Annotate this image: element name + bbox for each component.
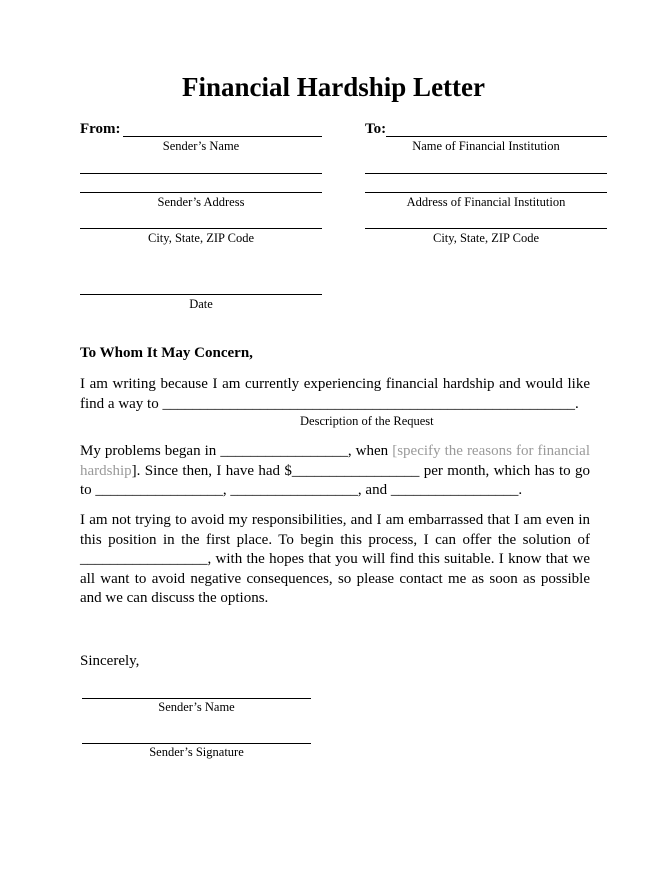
institution-city-caption: City, State, ZIP Code — [432, 231, 539, 245]
sender-address-line-2[interactable] — [80, 192, 322, 193]
institution-address-caption: Address of Financial Institution — [406, 195, 566, 209]
request-period: . — [574, 395, 579, 412]
hardship-reason-placeholder[interactable]: [specify the reasons for financial hardship — [80, 443, 590, 479]
problems-text-b: , when — [347, 443, 393, 459]
problems-start-date-field[interactable]: _________________ — [220, 443, 348, 459]
date-caption: Date — [189, 297, 213, 311]
paragraph-request-line-1: I am writing because I am currently experiencing financial hardship and would like — [80, 376, 590, 392]
expense-2-field[interactable]: _________________ — [230, 482, 358, 498]
institution-city-field[interactable] — [365, 228, 607, 229]
problems-text-f: , and — [357, 482, 391, 498]
salutation: To Whom It May Concern, — [80, 345, 253, 361]
paragraph-problems — [80, 442, 590, 501]
request-description-caption: Description of the Request — [300, 414, 434, 428]
problems-text-c: ]. Since then, I have had $ — [131, 462, 292, 479]
from-label: From: — [80, 121, 121, 137]
monthly-amount-field[interactable]: _________________ — [291, 462, 420, 479]
problems-text-g: . — [518, 482, 523, 498]
closing-sincerely: Sincerely, — [80, 653, 140, 669]
signature-field[interactable] — [82, 743, 311, 744]
problems-text-e: , — [222, 482, 231, 498]
closing-name-field[interactable] — [82, 698, 311, 699]
page-title: Financial Hardship Letter — [182, 72, 485, 102]
expense-3-field[interactable]: _________________ — [390, 482, 519, 498]
request-description-field[interactable]: _______________________________________________________ — [162, 395, 575, 412]
paragraph-request — [80, 375, 590, 414]
sender-city-field[interactable] — [80, 228, 322, 229]
solution-text-a: I am not trying to avoid my responsibilities, and I am embarrassed that I am even in this position in the first place. To begin this process, I can offer the solution of — [80, 512, 590, 548]
sender-name-caption: Sender’s Name — [162, 139, 240, 153]
paragraph-solution — [80, 511, 590, 609]
date-field[interactable] — [80, 294, 322, 295]
problems-text-a: My problems began in — [80, 443, 221, 459]
sender-name-field[interactable] — [123, 136, 322, 137]
solution-field[interactable]: _________________ — [80, 551, 208, 567]
institution-address-line-2[interactable] — [365, 192, 607, 193]
problems-text-d: per month, which has to go to — [80, 462, 590, 498]
closing-name-caption: Sender’s Name — [158, 700, 235, 714]
sender-city-caption: City, State, ZIP Code — [147, 231, 254, 245]
signature-caption: Sender’s Signature — [149, 745, 244, 759]
sender-address-caption: Sender’s Address — [157, 195, 245, 209]
institution-name-field[interactable] — [386, 136, 607, 137]
to-label: To: — [365, 121, 387, 137]
sender-address-line-1[interactable] — [80, 173, 322, 174]
expense-1-field[interactable]: _________________ — [95, 482, 223, 498]
solution-text-b: , with the hopes that you will find this suitable. I know that we all want to avoid negative consequences, so please contact me as soon as possible and we can discuss the options. — [80, 551, 590, 606]
institution-address-line-1[interactable] — [365, 173, 607, 174]
request-lead-text: find a way to — [80, 395, 163, 412]
institution-name-caption: Name of Financial Institution — [412, 139, 560, 153]
